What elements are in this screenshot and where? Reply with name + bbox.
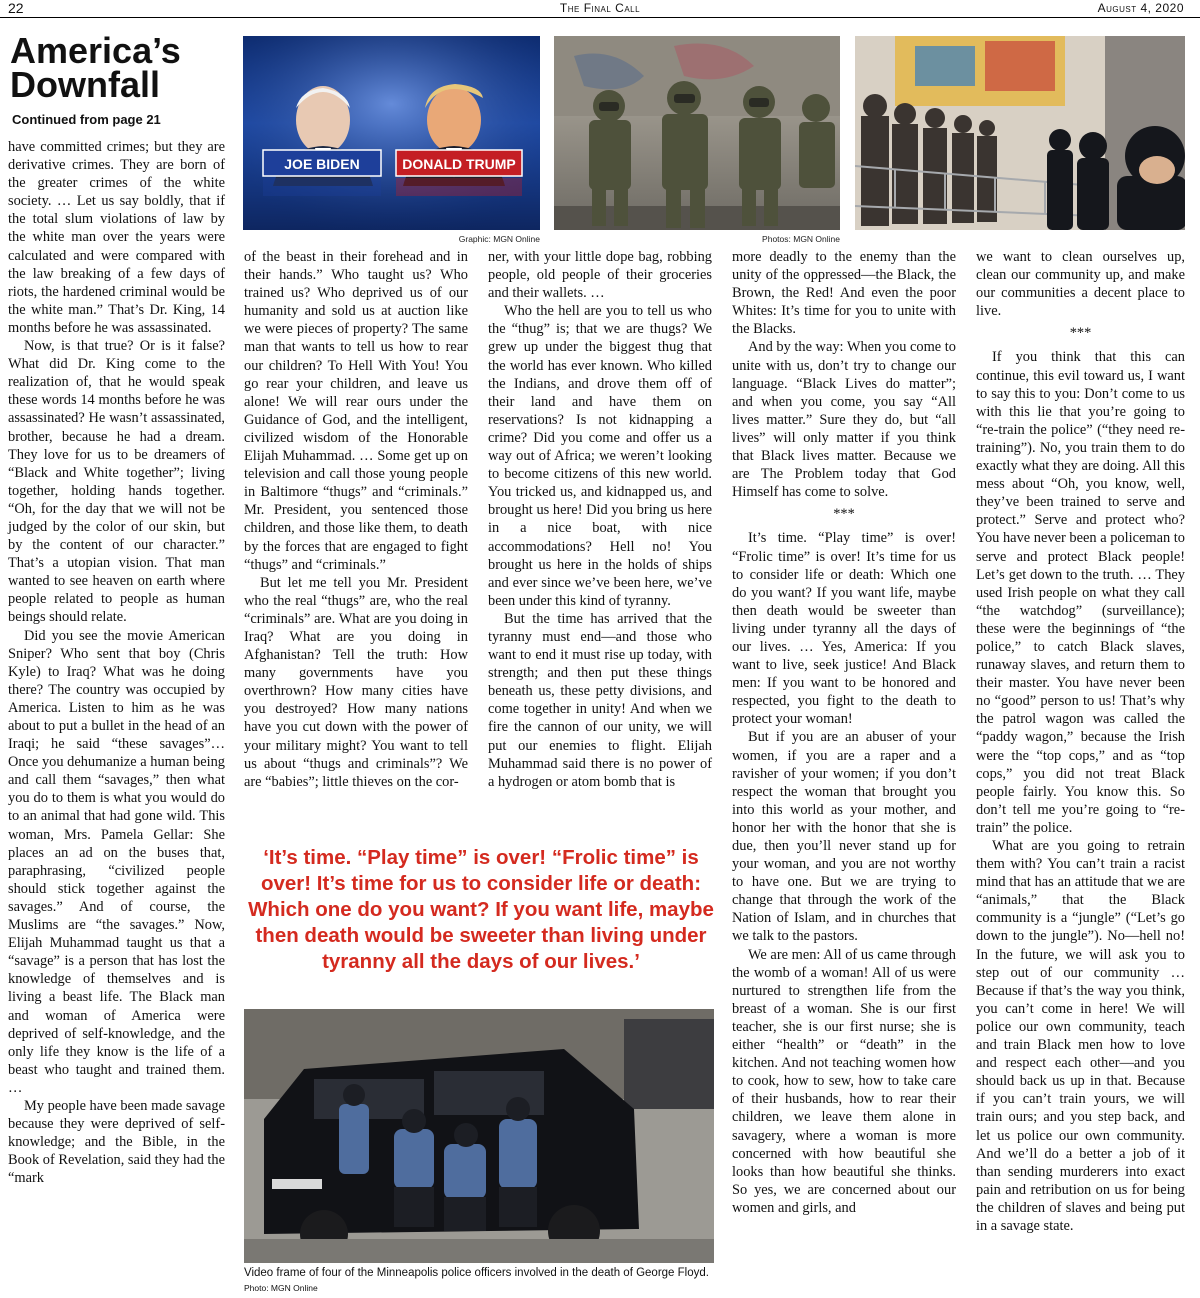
caption-text: Video frame of four of the Minneapolis police officers involved in the death of George Floyd. <box>244 1267 709 1279</box>
article-paragraph: more deadly to the enemy than the unity of the oppressed—the Black, the Brown, the Red! And even the poor Whites: It’s time for you to unite with the Blacks. <box>732 249 956 338</box>
article-paragraph: But let me tell you Mr. President who the real “thugs” are, who the real “criminals” are. What are you doing in Iraq? What are you doing in Afghanistan? Tell the truth: How many governments have you overthrown? How many cities have you destroyed? How many nations have you cut down with the power of your military might? You want to tell us about “thugs and criminals”? We are “babies”; little thieves on the cor- <box>244 574 468 790</box>
page-number: 22 <box>8 0 24 16</box>
federal-officers-photo <box>554 36 840 230</box>
page-header <box>0 0 1200 18</box>
protest-illustration <box>855 36 1185 230</box>
video-frame-illustration <box>244 1009 714 1263</box>
article-column-5 <box>976 248 1185 1235</box>
article-paragraph: ner, with your little dope bag, robbing people, old people of their groceries and their wallets. … <box>488 249 712 302</box>
article-paragraph: have committed crimes; but they are derivative crimes. They are born of the greater crimes of the white society. … Let us say boldly, that if the total slum violations of law by the white man over the years were calculated and were compared with the law breaking of a few days of riots, the hardened criminal would be the white man.” That’s Dr. King, 14 months before he was assassinated. <box>8 139 225 336</box>
article-column-4 <box>732 248 956 1217</box>
section-break: *** <box>833 506 855 523</box>
article-paragraph: We are men: All of us came through the womb of a woman! All of us were nurtured to strengthen life from the breast of a woman. She is our first teacher, she is our first nurse; she is either “health” or “death” in the kitchen. And not teaching women how to cook, how to sew, how to take care of their husbands, how to rear their children, we leave them alone in savagery, where a woman is more concerned with how beautiful she looks than how beautiful she thinks. So yes, we are concerned about our women and girls, and <box>732 946 956 1216</box>
trump-name-plate: DONALD TRUMP <box>402 156 516 172</box>
article-column-1 <box>8 138 225 1187</box>
caption-credit: Photo: MGN Online <box>244 1283 318 1293</box>
candidates-photo-credit: Graphic: MGN Online <box>458 234 540 244</box>
floyd-photo-caption <box>244 1266 714 1296</box>
article-paragraph: If you think that this can continue, this evil toward us, I want to say this to you: Don’t come to us with this lie that you’re going to “re-train the police” (“they need re-training”). No, you train them to do exactly what they are doing. All this mess about “Oh, you know, well, they’ve been trained to serve and protect.” Serve and protect who? You have never been a policeman to serve and protect Black people! Let’s get down to the truth. … They used Irish people on what they call “the watchdog” (surveillance); these were the beginnings of “the police,” to catch Black slaves, runaway slaves, and return them to their master. You have never been no “good” person to us! That’s why the patrol wagon was called the “paddy wagon,” because the Irish were the “top cops,” and as “top cops,” you did not treat Black people fairly. You know this. So don’t tell me you’re going to “re-train” the police. <box>976 349 1185 836</box>
article-paragraph: Did you see the movie American Sniper? Who sent that boy (Chris Kyle) to Iraq? What was he doing there? The country was occupied by America. Listen to him as he was about to put a bullet in the head of an Iraqi; he said “these savages”… Once you dehumanize a human being and call them “savages,” then what you do to them is what you would do to an animal that had gone wild. This woman, Mrs. Pamela Gellar: She places an ad on the buses that, paraphrasing, “civilized people should stick together against the savages.” And of course, the Muslims are “the savages.” Now, Elijah Muhammad taught us that a “savage” is a person that has lost the knowledge of themselves and is living a beast life. The Black man and woman of America were deprived of self-knowledge, and the only life they know is the life of a beast who taught and trained them. … <box>8 627 225 1096</box>
police-line-protest-photo <box>855 36 1185 230</box>
article-paragraph: It’s time. “Play time” is over! “Frolic time” is over! It’s time for us to consider life or death: Which one do you want? If you want life, maybe then death would be sweeter than living under tyranny all the days of our lives. … Yes, America: If you want to live, seek justice! And Black men: If you want to be honored and respected, you fight to the death to protect your woman! <box>732 530 956 728</box>
section-break: *** <box>1069 325 1092 342</box>
article-column-2 <box>244 248 468 791</box>
newspaper-name: The Final Call <box>559 1 641 15</box>
candidates-illustration <box>243 36 540 230</box>
article-paragraph: What are you going to retrain them with? You can’t train a racist mind that has an attitude that we are “animals,” that the Black community is a “jungle” (“Let’s go down to the jungle”). No—hell no! In the future, we will ask you to step out of our community … Because if that’s the way you think, you can’t come in here! We will police our own community, teach and train Black men how to love and respect each other—and you should back us up in that. Because if you can’t train yours, we will train ours; and you step back, and let us police our own community. And we’ll do a better a job of it than sending murderers into exact pain and retribution on us for being the children of slaves and being put in a savage state. <box>976 838 1185 1234</box>
pull-quote: ‘It’s time. “Play time” is over! “Frolic time” is over! It’s time for us to consider life or death: Which one do you want? If you want life, maybe then death would be sweeter than living under tyranny all the days of our lives.’ <box>248 846 714 973</box>
article-paragraph: But the time has arrived that the tyranny must end—and those who want to end it must rise up today, with strength; and then put these things beneath us, these petty divisions, and come together in unity! And when we fire the cannon of our unity, we will put our enemies to flight. Elijah Muhammad said there is no power of a hydrogen or atom bomb that is <box>488 610 712 790</box>
article-paragraph: Who the hell are you to tell us who the “thug” is; that we are thugs? We grew up under the biggest thug that the world has ever known. Who killed the Indians, and drove them off of their land and have them on reservations? Is not kidnapping a crime? Did you come and offer us a way out of Africa; we weren’t looking to become citizens of this new world. You tricked us, and kidnapped us, and brought us here! Did you bring us here in a nice boat, with nice accommodations? Hell no! You brought us here in the holds of ships and ever since we’ve been here, we’ve been under this kind of tyranny. <box>488 303 712 609</box>
article-paragraph: My people have been made savage because they were deprived of self-knowledge; and the Bible, in the Book of Revelation, said they had the “mark <box>8 1097 226 1187</box>
police-photos-credit: Photos: MGN Online <box>762 234 840 244</box>
floyd-video-frame-photo <box>244 1009 714 1263</box>
article-column-3 <box>488 248 712 791</box>
continued-line: Continued from page 21 <box>12 112 161 127</box>
issue-date: August 4, 2020 <box>1097 1 1184 15</box>
article-headline: America’s Downfall <box>10 30 181 105</box>
article-paragraph: And by the way: When you come to unite with us, don’t try to change our language. “Black Lives do matter”; and when you come, you say “All lives matter.” Sure they do, but “all lives” will only matter if you think that Black lives matter. Because we are The Problem today that God Himself has come to solve. <box>732 339 956 501</box>
article-paragraph: Now, is that true? Or is it false? What did Dr. King come to the realization of, that he would speak these words 14 months before he was assassinated? He wasn’t assassinated, brother, because he had a dream. They love for us to be dreamers of “Black and White together”; living together, holding hands together. “Oh, for the day that we will not be judged by the color of our skin, but by the content of our character.” That’s a utopian vision. That man wanted to see heaven on earth where people related to people as human beings should relate. <box>8 338 225 626</box>
article-paragraph: we want to clean ourselves up, clean our community up, and make our communities a decent place to live. <box>976 249 1185 320</box>
officers-illustration <box>554 36 840 230</box>
candidates-graphic <box>243 36 540 230</box>
article-paragraph: of the beast in their forehead and in their hands.” Who taught us? Who trained us? Who deprived us of our humanity and sold us at auction like we were pieces of property? The same man that wants to tell us how to rear our children? To Hell With You! You go rear your children, and leave us alone! We will rear ours under the Guidance of God, and the intelligent, civilized wisdom of the Honorable Elijah Muhammad. … Some get up on television and call those young people in Baltimore “thugs” and “criminals.” Mr. President, you sentenced those children, and those like them, to death by the forces that are engaged to fight “thugs” and “criminals.” <box>244 249 468 573</box>
article-paragraph: But if you are an abuser of your women, if you are a raper and a ravisher of your women; if you don’t respect the woman that brought you into this world as your mother, and honor her with the honor that she is due, then you’ll never stand up for your woman, and you are not worthy to have one. But we are trying to change that through the work of the Nation of Islam, and in churches that we talk to the pastors. <box>732 729 956 945</box>
biden-name-plate: JOE BIDEN <box>284 156 360 172</box>
